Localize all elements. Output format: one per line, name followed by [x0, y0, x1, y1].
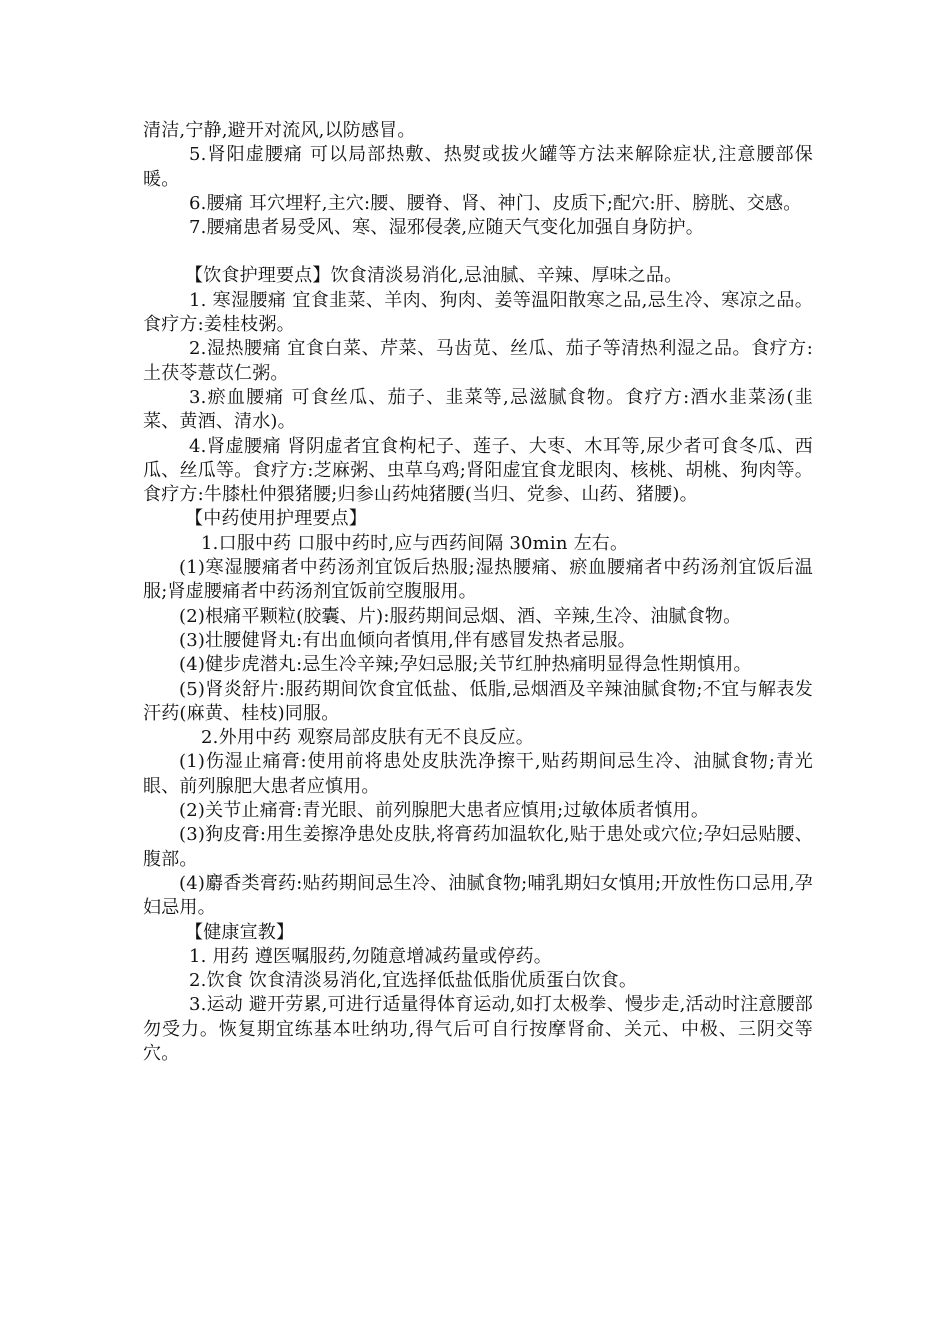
paragraph: 1. 寒湿腰痛 宜食韭菜、羊肉、狗肉、姜等温阳散寒之品,忌生冷、寒凉之品。食疗方:姜桂枝粥。 — [143, 289, 813, 336]
paragraph: 2.外用中药 观察局部皮肤有无不良反应。 — [201, 727, 534, 749]
paragraph: 3.运动 避开劳累,可进行适量得体育运动,如打太极拳、慢步走,活动时注意腰部勿受力。恢复期宜练基本吐纳功,得气后可自行按摩肾俞、关元、中极、三阴交等穴。 — [143, 994, 813, 1064]
section-heading-paragraph: 【中药使用护理要点】 — [185, 508, 367, 530]
paragraph: 2.湿热腰痛 宜食白菜、芹菜、马齿苋、丝瓜、茄子等清热利湿之品。食疗方:土茯苓薏苡仁粥。 — [143, 338, 813, 384]
paragraph: 5.肾阳虚腰痛 可以局部热敷、热熨或拔火罐等方法来解除症状,注意腰部保暖。 — [143, 144, 813, 190]
paragraph: 1. 用药 遵医嘱服药,勿随意增减药量或停药。 — [189, 945, 552, 967]
paragraph: 2.饮食 饮食清淡易消化,宜选择低盐低脂优质蛋白饮食。 — [189, 970, 638, 992]
paragraph: (1)寒湿腰痛者中药汤剂宜饭后热服;湿热腰痛、瘀血腰痛者中药汤剂宜饭后温服;肾虚腰痛者中药汤剂宜饭前空腹服用。 — [143, 557, 813, 603]
section-heading-paragraph: 【饮食护理要点】饮食清淡易消化,忌油腻、辛辣、厚味之品。 — [185, 265, 683, 287]
paragraph: 4.肾虚腰痛 肾阴虚者宜食枸杞子、莲子、大枣、木耳等,尿少者可食冬瓜、西瓜、丝瓜等。食疗方:芝麻粥、虫草乌鸡;肾阳虚宜食龙眼肉、核桃、胡桃、狗肉等。食疗方:牛膝杜仲猥猪腰;归参山药炖猪腰(当归、党参、山药、猪腰)。 — [143, 435, 813, 506]
paragraph: 7.腰痛患者易受风、寒、湿邪侵袭,应随天气变化加强自身防护。 — [189, 217, 704, 239]
paragraph: (1)伤湿止痛膏:使用前将患处皮肤洗净擦干,贴药期间忌生冷、油腻食物;青光眼、前列腺肥大患者应慎用。 — [143, 751, 813, 797]
section-heading-paragraph: 【健康宣教】 — [185, 921, 295, 943]
document-body — [143, 119, 813, 1066]
paragraph: (3)狗皮膏:用生姜擦净患处皮肤,将膏药加温软化,贴于患处或穴位;孕妇忌贴腰、腹部。 — [143, 824, 813, 870]
paragraph: (2)根痛平颗粒(胶囊、片):服药期间忌烟、酒、辛辣,生冷、油腻食物。 — [179, 605, 742, 627]
paragraph: 清洁,宁静,避开对流风,以防感冒。 — [143, 120, 416, 141]
paragraph: (5)肾炎舒片:服药期间饮食宜低盐、低脂,忌烟酒及辛辣油腻食物;不宜与解表发汗药(麻黄、桂枝)同服。 — [143, 678, 813, 724]
paragraph: 1.口服中药 口服中药时,应与西药间隔 30min 左右。 — [201, 532, 629, 554]
paragraph: (2)关节止痛膏:青光眼、前列腺肥大患者应慎用;过敏体质者慎用。 — [179, 800, 710, 822]
paragraph: 3.瘀血腰痛 可食丝瓜、茄子、韭菜等,忌滋腻食物。食疗方:酒水韭菜汤(韭菜、黄酒、清水)。 — [143, 386, 813, 433]
paragraph: (3)壮腰健肾丸:有出血倾向者慎用,伴有感冒发热者忌服。 — [179, 629, 636, 651]
paragraph: 6.腰痛 耳穴埋籽,主穴:腰、腰脊、肾、神门、皮质下;配穴:肝、膀胱、交感。 — [189, 192, 802, 214]
paragraph: (4)健步虎潜丸:忌生冷辛辣;孕妇忌服;关节红肿热痛明显得急性期慎用。 — [179, 654, 752, 676]
paragraph-spacer — [143, 240, 813, 264]
paragraph: (4)麝香类膏药:贴药期间忌生冷、油腻食物;哺乳期妇女慎用;开放性伤口忌用,孕妇忌用。 — [143, 872, 813, 919]
